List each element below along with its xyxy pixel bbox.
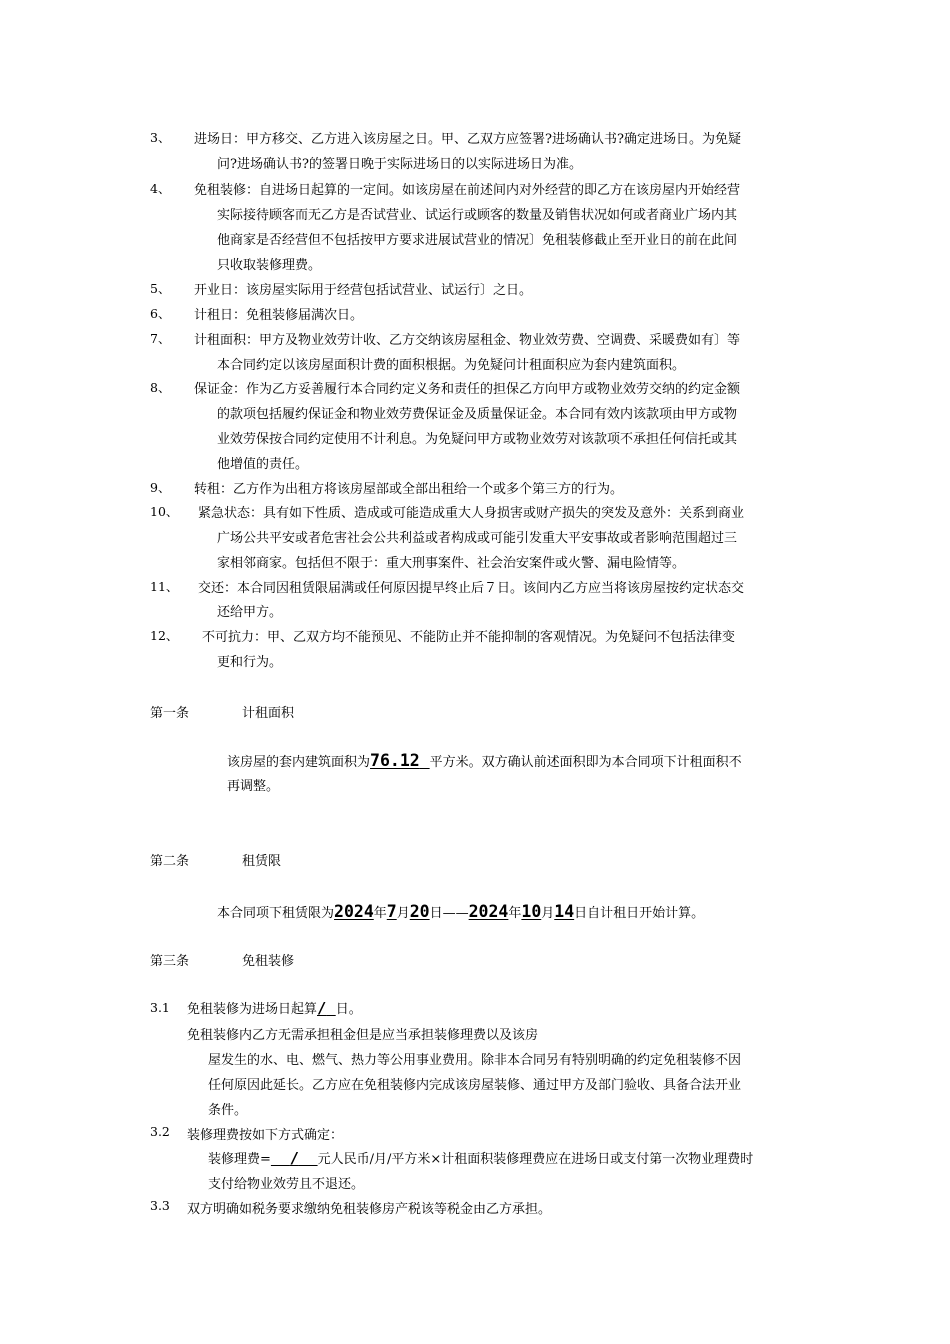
section-3-2-line: 支付给物业效劳且不退还。 xyxy=(208,1177,365,1192)
free-period-value: / xyxy=(317,999,327,1017)
definition-line: 进场日：甲方移交、乙方进入该房屋之日。甲、乙双方应签署?进场确认书?确定进场日。为免疑 xyxy=(194,132,741,147)
definition-number: 10、 xyxy=(150,504,179,519)
start-month: 7 xyxy=(386,902,397,921)
definition-line: 转租：乙方作为出租方将该房屋部或全部出租给一个或多个第三方的行为。 xyxy=(194,482,624,497)
definition-number: 12、 xyxy=(150,628,179,643)
article-label: 第二条 xyxy=(150,854,190,869)
article-title: 计租面积 xyxy=(242,706,295,721)
definition-line: 家相邻商家。包括但不限于：重大刑事案件、社会治安案件或火警、漏电险情等。 xyxy=(217,556,686,571)
section-3-1-line: 任何原因此延长。乙方应在免租装修内完成该房屋装修、通过甲方及部门验收、具备合法开业 xyxy=(208,1078,742,1093)
definition-number: 3、 xyxy=(150,130,171,145)
article-label: 第三条 xyxy=(150,954,190,969)
lease-term-text: 本合同项下租赁限为2024年7月20日——2024年10月14日自计租日开始计算。 xyxy=(217,902,705,921)
maintenance-fee-value: / xyxy=(289,1149,299,1167)
definition-number: 9、 xyxy=(150,480,171,495)
section-3-1-line: 屋发生的水、电、燃气、热力等公用事业费用。除非本合同另有特别明确的约定免租装修不因 xyxy=(208,1053,742,1068)
definition-line: 广场公共平安或者危害社会公共利益或者构成或可能引发重大平安事故或者影响范围超过三 xyxy=(217,531,738,546)
end-day: 14 xyxy=(554,902,575,921)
definition-number: 5、 xyxy=(150,281,171,296)
definition-line: 免租装修：自进场日起算的一定间。如该房屋在前述间内对外经营的即乙方在该房屋内开始经营 xyxy=(194,183,741,198)
definition-number: 4、 xyxy=(150,181,171,196)
article-1-text-line2: 再调整。 xyxy=(227,779,280,794)
section-3-2-text: 装修理费按如下方式确定： xyxy=(187,1128,344,1143)
definition-line: 开业日：该房屋实际用于经营包括试营业、试运行〕之日。 xyxy=(194,283,533,298)
section-number: 3.3 xyxy=(150,1198,170,1213)
definition-line: 更和行为。 xyxy=(217,655,283,670)
definition-line: 他增值的责任。 xyxy=(217,457,309,472)
definition-number: 7、 xyxy=(150,331,171,346)
definition-line: 还给甲方。 xyxy=(217,605,283,620)
definition-line: 计租日：免租装修届满次日。 xyxy=(194,308,364,323)
section-3-1-line: 条件。 xyxy=(208,1103,248,1118)
definition-line: 他商家是否经营但不包括按甲方要求进展试营业的情况〕免租装修截止至开业日的前在此间 xyxy=(217,233,738,248)
article-label: 第一条 xyxy=(150,706,190,721)
area-value: 76.12 xyxy=(370,751,420,770)
definition-line: 不可抗力：甲、乙双方均不能预见、不能防止并不能抑制的客观情况。为免疑问不包括法律变 xyxy=(202,630,736,645)
section-3-1-text: 免租装修为进场日起算/ 日。 xyxy=(187,999,362,1017)
start-year: 2024 xyxy=(334,902,374,921)
section-number: 3.1 xyxy=(150,1000,170,1015)
definition-number: 6、 xyxy=(150,306,171,321)
definition-line: 的款项包括履约保证金和物业效劳费保证金及质量保证金。本合同有效内该款项由甲方或物 xyxy=(217,407,738,422)
section-3-1-line: 免租装修内乙方无需承担租金但是应当承担装修理费以及该房 xyxy=(187,1028,539,1043)
article-1-text xyxy=(227,751,742,770)
definition-number: 8、 xyxy=(150,380,171,395)
definition-line: 保证金：作为乙方妥善履行本合同约定义务和责任的担保乙方向甲方或物业效劳交纳的约定金额 xyxy=(194,382,741,397)
section-number: 3.2 xyxy=(150,1124,170,1139)
definition-line: 计租面积：甲方及物业效劳计收、乙方交纳该房屋租金、物业效劳费、空调费、采暖费如有〕等 xyxy=(194,333,741,348)
end-year: 2024 xyxy=(468,902,509,921)
maintenance-fee-formula: 装修理费= / 元人民币/月/平方米×计租面积装修理费应在进场日或支付第一次物业理费时 xyxy=(208,1149,754,1167)
definition-number: 11、 xyxy=(150,579,179,594)
end-month: 10 xyxy=(521,902,542,921)
area-text-after: 平方米。双方确认前述面积即为本合同项下计租面积不 xyxy=(429,755,742,770)
definition-line: 只收取装修理费。 xyxy=(217,258,322,273)
definition-line: 问?进场确认书?的签署日晚于实际进场日的以实际进场日为准。 xyxy=(217,157,582,172)
article-title: 免租装修 xyxy=(242,954,295,969)
article-title: 租赁限 xyxy=(242,854,282,869)
definition-line: 本合同约定以该房屋面积计费的面积根据。为免疑问计租面积应为套内建筑面积。 xyxy=(217,358,686,373)
area-text-before: 该房屋的套内建筑面积为 xyxy=(227,755,371,770)
start-day: 20 xyxy=(409,902,430,921)
definition-line: 实际接待顾客而无乙方是否试营业、试运行或顾客的数量及销售状况如何或者商业广场内其 xyxy=(217,208,738,223)
section-3-3-text: 双方明确如税务要求缴纳免租装修房产税该等税金由乙方承担。 xyxy=(187,1202,552,1217)
definition-line: 交还：本合同因租赁限届满或任何原因提早终止后７日。该间内乙方应当将该房屋按约定状态交 xyxy=(198,581,745,596)
definition-line: 紧急状态：具有如下性质、造成或可能造成重大人身损害或财产损失的突发及意外：关系到商业 xyxy=(198,506,745,521)
definition-line: 业效劳保按合同约定使用不计利息。为免疑问甲方或物业效劳对该款项不承担任何信托或其 xyxy=(217,432,738,447)
